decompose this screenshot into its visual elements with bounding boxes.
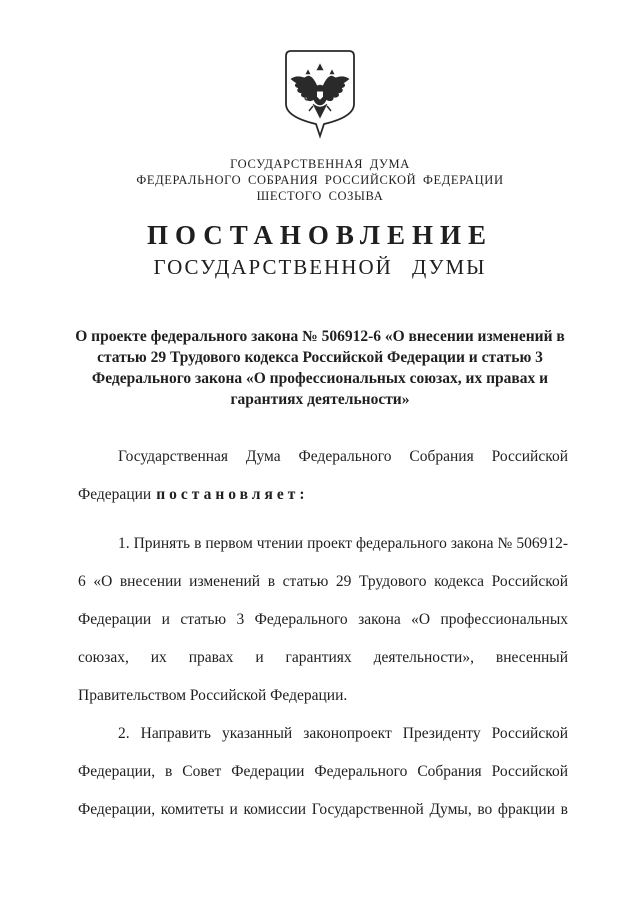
intro-emphasis-resolves: постановляет: [156,486,309,503]
russian-coat-of-arms-icon [283,48,357,140]
header-convocation: ШЕСТОГО СОЗЫВА [256,189,384,203]
title-state-duma: ГОСУДАРСТВЕННОЙ ДУМЫ [153,255,487,279]
body-paragraph-1: 1. Принять в первом чтении проект федерального закона № 506912-6 «О внесении изменений в статью 29 Трудового кодекса Российской Федерации и статью 3 Федерального закона «О профессиональных союзах, их правах и гарантиях деятельности», внесенный Правительством Российской Федерации. [78,535,568,704]
document-header [0,156,640,204]
title-resolution: ПОСТАНОВЛЕНИЕ [146,220,494,250]
header-org-subtitle: ФЕДЕРАЛЬНОГО СОБРАНИЯ РОССИЙСКОЙ ФЕДЕРАЦИИ [136,173,504,187]
header-org-name: ГОСУДАРСТВЕННАЯ ДУМА [230,157,410,171]
document-title-block [0,220,640,280]
intro-paragraph [78,438,568,514]
document-body [78,438,568,829]
subject-heading: О проекте федерального закона № 506912-6 «О внесении изменений в статью 29 Трудового кодекса Российской Федерации и статью 3 Федерального закона «О профессиональных союзах, их правах и гарантиях деятельности» [75,328,565,408]
body-paragraph-2: 2. Направить указанный законопроект Президенту Российской Федерации, в Совет Федерации Федерального Собрания Российской Федерации, комитеты и комиссии Государственной Думы, во фракции в [78,725,568,818]
intro-text: Государственная Дума Федерального Собрания Российской Федерации [78,448,568,503]
